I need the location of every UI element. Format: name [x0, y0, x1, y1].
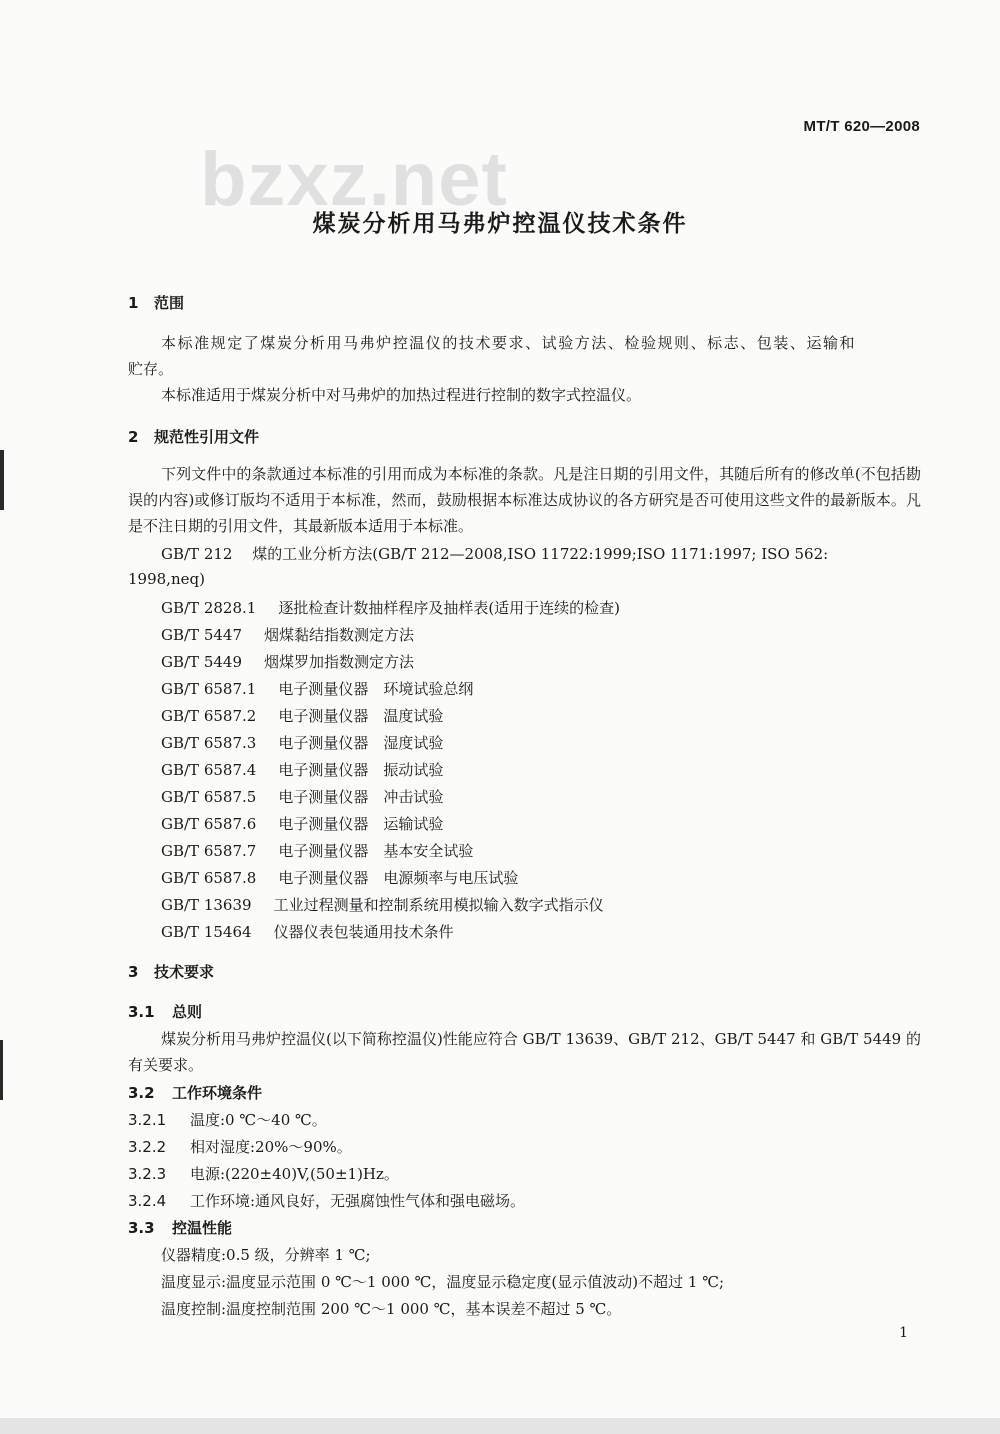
reference-item [161, 867, 518, 888]
reference-item [161, 759, 443, 780]
standard-code: MT/T 620—2008 [803, 118, 920, 135]
clause [128, 1163, 399, 1184]
section-title: 规范性引用文件 [154, 428, 260, 446]
reference-code: GB/T 6587.1 [161, 680, 257, 698]
reference-title: 逐批检查计数抽样程序及抽样表(适用于连续的检查) [278, 599, 621, 617]
reference-code: GB/T 13639 [161, 896, 252, 914]
paragraph-line: 本标准规定了煤炭分析用马弗炉控温仪的技术要求、试验方法、检验规则、标志、包装、运输和 [161, 334, 857, 352]
reference-item [161, 894, 604, 915]
reference-code: GB/T 15464 [161, 923, 252, 941]
reference-item [161, 651, 414, 672]
subsection-heading [128, 1217, 232, 1238]
section-heading [128, 961, 214, 982]
scan-edge-mark [0, 450, 4, 510]
reference-item [161, 732, 443, 753]
page-number: 1 [899, 1325, 908, 1341]
paragraph-line: 贮存。 [128, 360, 174, 378]
reference-code: GB/T 5449 [161, 653, 243, 671]
reference-title: 电子测量仪器 冲击试验 [278, 788, 444, 806]
clause-number: 3.2.2 [128, 1138, 167, 1156]
subsection-number: 3.1 [128, 1003, 155, 1021]
bottom-strip [0, 1418, 1000, 1434]
watermark: bzxz.net [200, 137, 508, 222]
reference-code: GB/T 6587.2 [161, 707, 257, 725]
paragraph-line: 温度控制:温度控制范围 200 ℃～1 000 ℃，基本误差不超过 5 ℃。 [161, 1300, 622, 1318]
reference-item [161, 813, 443, 834]
clause [128, 1109, 327, 1130]
clause-text: 相对湿度:20%～90%。 [190, 1138, 352, 1156]
section-number: 1 [128, 294, 139, 312]
reference-item [161, 624, 414, 645]
reference-title: 电子测量仪器 电源频率与电压试验 [278, 869, 519, 887]
reference-code: GB/T 6587.4 [161, 761, 257, 779]
reference-title: 仪器仪表包装通用技术条件 [273, 923, 454, 941]
reference-title: 工业过程测量和控制系统用模拟输入数字式指示仪 [273, 896, 604, 914]
reference-code: GB/T 5447 [161, 626, 243, 644]
reference-title: 电子测量仪器 振动试验 [278, 761, 444, 779]
paragraph-line: 温度显示:温度显示范围 0 ℃～1 000 ℃，温度显示稳定度(显示值波动)不超过 1 ℃; [161, 1273, 725, 1291]
section-title: 技术要求 [154, 963, 215, 981]
clause-number: 3.2.1 [128, 1111, 167, 1129]
clause [128, 1190, 525, 1211]
reference-code: GB/T 6587.5 [161, 788, 257, 806]
section-number: 2 [128, 428, 139, 446]
subsection-title: 控温性能 [172, 1219, 233, 1237]
reference-item [161, 786, 443, 807]
subsection-number: 3.3 [128, 1219, 155, 1237]
subsection-heading [128, 1001, 202, 1022]
clause-number: 3.2.3 [128, 1165, 167, 1183]
paragraph-line: 本标准适用于煤炭分析中对马弗炉的加热过程进行控制的数字式控温仪。 [161, 386, 642, 404]
paragraph: 煤炭分析用马弗炉控温仪(以下简称控温仪)性能应符合 GB/T 13639、GB/T 212、GB/T 5447 和 GB/T 5449 的有关要求。 [128, 1030, 921, 1074]
reference-title: 烟煤罗加指数测定方法 [264, 653, 415, 671]
subsection-heading [128, 1082, 262, 1103]
section-title: 范围 [154, 294, 185, 312]
paragraph-line: 仪器精度:0.5 级，分辨率 1 ℃; [161, 1246, 371, 1264]
subsection-title: 总则 [172, 1003, 203, 1021]
section-number: 3 [128, 963, 139, 981]
subsection-title: 工作环境条件 [172, 1084, 263, 1102]
reference-title: 电子测量仪器 运输试验 [278, 815, 444, 833]
reference-title: 电子测量仪器 基本安全试验 [278, 842, 474, 860]
section-heading [128, 292, 184, 313]
reference-line: GB/T 212 煤的工业分析方法(GB/T 212—2008,ISO 11722:1999;ISO 1171:1997; ISO 562: [161, 545, 829, 563]
reference-code: GB/T 6587.6 [161, 815, 257, 833]
subsection-number: 3.2 [128, 1084, 155, 1102]
reference-code: GB/T 6587.8 [161, 869, 257, 887]
reference-code: GB/T 6587.7 [161, 842, 257, 860]
reference-item [161, 840, 473, 861]
reference-title: 电子测量仪器 环境试验总纲 [278, 680, 474, 698]
clause [128, 1136, 352, 1157]
clause-text: 工作环境:通风良好，无强腐蚀性气体和强电磁场。 [190, 1192, 526, 1210]
reference-code: GB/T 6587.3 [161, 734, 257, 752]
scan-edge-mark [0, 1040, 3, 1100]
section-heading [128, 426, 259, 447]
reference-code: GB/T 2828.1 [161, 599, 257, 617]
reference-item [161, 678, 473, 699]
clause-text: 温度:0 ℃～40 ℃。 [190, 1111, 327, 1129]
document-title: 煤炭分析用马弗炉控温仪技术条件 [312, 211, 688, 237]
reference-item [161, 705, 443, 726]
reference-item [161, 921, 454, 942]
clause-text: 电源:(220±40)V,(50±1)Hz。 [190, 1165, 399, 1183]
reference-title: 电子测量仪器 温度试验 [278, 707, 444, 725]
reference-line: 1998,neq) [128, 570, 205, 588]
clause-number: 3.2.4 [128, 1192, 167, 1210]
reference-item [161, 597, 620, 618]
reference-title: 电子测量仪器 湿度试验 [278, 734, 444, 752]
reference-title: 烟煤黏结指数测定方法 [264, 626, 415, 644]
paragraph: 下列文件中的条款通过本标准的引用而成为本标准的条款。凡是注日期的引用文件，其随后所有的修改单(不包括勘误的内容)或修订版均不适用于本标准，然而，鼓励根据本标准达成协议的各方研究是否可使用这些文件的最新版本。凡是不注日期的引用文件，其最新版本适用于本标准。 [128, 465, 921, 535]
